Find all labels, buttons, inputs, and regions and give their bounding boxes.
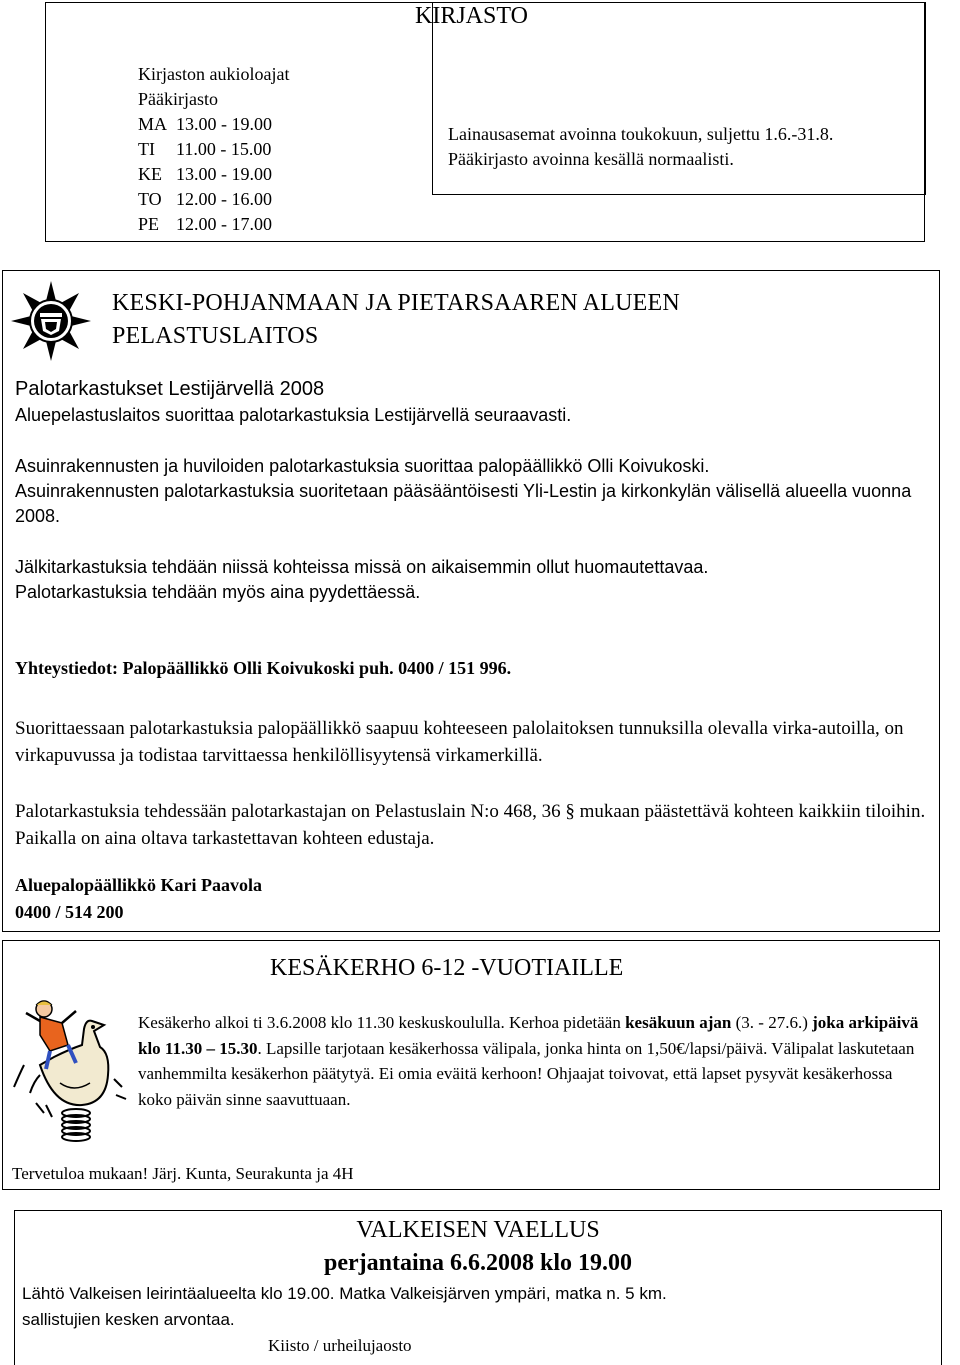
summer-club-text-d: joka arkipäivä klo 11.30 – 15.30 bbox=[138, 1013, 919, 1058]
hours-time: 13.00 - 19.00 bbox=[176, 164, 272, 184]
hike-text bbox=[22, 1281, 922, 1333]
hours-time: 13.00 - 19.00 bbox=[176, 114, 272, 134]
hours-time: 12.00 - 17.00 bbox=[176, 214, 272, 234]
child-on-bird-icon bbox=[10, 995, 130, 1145]
hours-heading: Kirjaston aukioloajat bbox=[138, 64, 290, 84]
library-note-line: Lainausasemat avoinna toukokuun, suljettu 1.6.-31.8. bbox=[448, 124, 834, 144]
inspection-para: Suorittaessaan palotarkastuksia palopäällikkö saapuu kohteeseen palolaitoksen tunnuksilla olevalla virka-autoilla, on virkapuvussa ja todistaa tarvittaessa henkilöllisyytensä virkamerkillä. bbox=[15, 718, 904, 766]
chief-phone: 0400 / 514 200 bbox=[15, 902, 124, 922]
rescue-org-title bbox=[112, 287, 680, 353]
hours-day: MA bbox=[138, 114, 168, 134]
hike-line: Lähtö Valkeisen leirintäalueelta klo 19.00. Matka Valkeisjärven ympäri, matka n. 5 km. bbox=[22, 1284, 667, 1303]
inspection-info bbox=[15, 376, 935, 605]
inspection-heading: Palotarkastukset Lestijärvellä 2008 bbox=[15, 378, 325, 400]
hours-row bbox=[138, 212, 289, 237]
library-title: KIRJASTO bbox=[415, 3, 528, 29]
hours-day: TI bbox=[138, 139, 155, 159]
hike-subtitle: perjantaina 6.6.2008 klo 19.00 bbox=[323, 1250, 632, 1276]
hours-time: 11.00 - 15.00 bbox=[176, 139, 272, 159]
hours-row bbox=[138, 137, 289, 162]
summer-club-text-a: Kesäkerho alkoi ti 3.6.2008 klo 11.30 keskuskoululla. Kerhoa pidetään bbox=[138, 1013, 626, 1032]
hours-day: TO bbox=[138, 189, 162, 209]
inspection-para: Jälkitarkastuksia tehdään niissä kohteissa missä on aikaisemmin ollut huomautettavaa. bbox=[15, 557, 709, 577]
contact-info: Yhteystiedot: Palopäällikkö Olli Koivukoski puh. 0400 / 151 996. bbox=[15, 658, 512, 678]
summer-club-text-c: (3. - 27.6.) bbox=[735, 1013, 813, 1032]
chief-info bbox=[15, 872, 262, 926]
summer-club-text bbox=[138, 1010, 928, 1112]
inspection-para: Asuinrakennusten ja huviloiden palotarkastuksia suorittaa palopäällikkö Olli Koivukoski. bbox=[15, 456, 710, 476]
inspection-details bbox=[15, 715, 935, 881]
hours-day: PE bbox=[138, 214, 160, 234]
rescue-org-line: PELASTUSLAITOS bbox=[112, 323, 319, 349]
hours-branch: Pääkirjasto bbox=[138, 89, 218, 109]
inspection-para: Palotarkastuksia tehdään myös aina pyydettäessä. bbox=[15, 582, 421, 602]
summer-club-footer: Tervetuloa mukaan! Järj. Kunta, Seurakunta ja 4H bbox=[12, 1164, 354, 1183]
hours-time: 12.00 - 16.00 bbox=[176, 189, 272, 209]
summer-club-text-e: . Lapsille tarjotaan kesäkerhossa välipala, jonka hinta on 1,50€/lapsi/päivä. Välipalat laskutetaan vanhemmilta kesäkerhon päätytyä. Ei omia eväitä kerhoon! Ohjaajat toivovat, että lapset pysyvät kesäkerhossa koko päivän sinne saavuttuaan. bbox=[138, 1038, 915, 1109]
hike-title: VALKEISEN VAELLUS bbox=[356, 1217, 600, 1243]
library-note bbox=[448, 122, 833, 172]
library-note-line: Pääkirjasto avoinna kesällä normaalisti. bbox=[448, 149, 734, 169]
library-hours bbox=[138, 62, 289, 237]
inspection-intro: Aluepelastuslaitos suorittaa palotarkastuksia Lestijärvellä seuraavasti. bbox=[15, 405, 572, 425]
rescue-emblem-icon bbox=[8, 280, 94, 362]
hike-line: sallistujien kesken arvontaa. bbox=[22, 1310, 235, 1329]
inspection-para: Palotarkastuksia tehdessään palotarkastajan on Pelastuslain N:o 468, 36 § mukaan päästettävä kohteen kaikkiin tiloihin. Paikalla on aina oltava tarkastettavan kohteen edustaja. bbox=[15, 801, 926, 849]
hike-signature: Kiisto / urheilujaosto bbox=[268, 1336, 412, 1355]
hours-row bbox=[138, 112, 289, 137]
summer-club-title: KESÄKERHO 6-12 -VUOTIAILLE bbox=[270, 955, 624, 981]
hours-day: KE bbox=[138, 164, 162, 184]
hours-row bbox=[138, 187, 289, 212]
summer-club-text-b: kesäkuun ajan bbox=[625, 1013, 732, 1032]
inspection-para: Asuinrakennusten palotarkastuksia suoritetaan pääsääntöisesti Yli-Lestin ja kirkonkylän välisellä alueella vuonna 2008. bbox=[15, 481, 912, 526]
rescue-org-line: KESKI-POHJANMAAN JA PIETARSAAREN ALUEEN bbox=[112, 290, 680, 316]
summer-club-paragraph bbox=[138, 1010, 928, 1112]
hours-row bbox=[138, 162, 289, 187]
chief-name: Aluepalopäällikkö Kari Paavola bbox=[15, 875, 263, 895]
